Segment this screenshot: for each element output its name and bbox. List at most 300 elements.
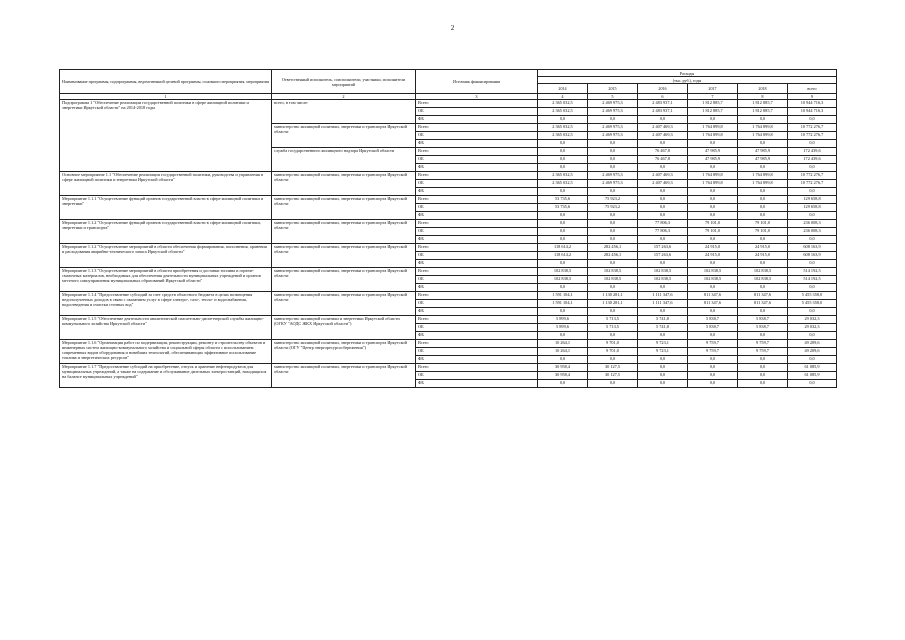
amount-cell: 0,0 xyxy=(538,220,588,228)
amount-cell: 0,0 xyxy=(538,332,588,340)
amount-cell: 0,0 xyxy=(538,356,588,364)
amount-cell: 102 838,5 xyxy=(688,276,738,284)
funding-source: ФБ xyxy=(416,212,538,220)
amount-cell: 129 658,8 xyxy=(788,204,837,212)
amount-cell: 5 455 358,0 xyxy=(788,300,837,308)
amount-cell: 0,0 xyxy=(688,284,738,292)
amount-cell: 9 701,0 xyxy=(588,348,638,356)
amount-cell: 514 192,5 xyxy=(788,268,837,276)
amount-cell: 811 347,6 xyxy=(738,300,788,308)
amount-cell: 0,0 xyxy=(638,260,688,268)
amount-cell: 0,0 xyxy=(638,332,688,340)
amount-cell: 0,0 xyxy=(788,116,837,124)
amount-cell: 0,0 xyxy=(588,212,638,220)
amount-cell: 76 467,8 xyxy=(638,148,688,156)
amount-cell: 47 985,9 xyxy=(738,148,788,156)
funding-source: ОБ xyxy=(416,228,538,236)
amount-cell: 24 915,0 xyxy=(738,252,788,260)
amount-cell: 1 764 899,8 xyxy=(688,172,738,180)
header-units: (тыс. руб.), годы xyxy=(538,77,837,84)
funding-source: ФБ xyxy=(416,140,538,148)
amount-cell: 47 985,9 xyxy=(688,156,738,164)
amount-cell: 172 439,6 xyxy=(788,148,837,156)
header-source: Источник финансирования xyxy=(416,70,538,94)
amount-cell: 24 915,0 xyxy=(738,244,788,252)
executor: всего, в том числе: xyxy=(272,100,416,124)
amount-cell: 0,0 xyxy=(538,284,588,292)
funding-source: ОБ xyxy=(416,204,538,212)
header-expenses: Расходы xyxy=(538,70,837,77)
table-row xyxy=(60,364,837,372)
page-number: 2 xyxy=(450,24,455,32)
amount-cell: 2 483 937,1 xyxy=(638,108,688,116)
amount-cell: 0,0 xyxy=(638,196,688,204)
amount-cell: 0,0 xyxy=(738,332,788,340)
executor: министерство жилищной политики, энергетики и транспорта Иркутской области xyxy=(272,220,416,244)
table-row xyxy=(60,244,837,252)
amount-cell: 10 772 276,7 xyxy=(788,180,837,188)
amount-cell: 2 365 032,5 xyxy=(538,100,588,108)
amount-cell: 0,0 xyxy=(738,308,788,316)
amount-cell: 5 899,6 xyxy=(538,316,588,324)
amount-cell: 0,0 xyxy=(788,332,837,340)
amount-cell: 0,0 xyxy=(688,380,738,388)
amount-cell: 102 838,5 xyxy=(638,276,688,284)
amount-cell: 0,0 xyxy=(538,116,588,124)
amount-cell: 0,0 xyxy=(588,260,638,268)
amount-cell: 2 469 975,3 xyxy=(588,100,638,108)
funding-source: ФБ xyxy=(416,164,538,172)
amount-cell: 236 008,3 xyxy=(788,228,837,236)
table-row xyxy=(60,316,837,324)
amount-cell: 0,0 xyxy=(538,228,588,236)
amount-cell: 2 483 937,1 xyxy=(638,100,688,108)
amount-cell: 0,0 xyxy=(638,204,688,212)
amount-cell: 0,0 xyxy=(588,188,638,196)
amount-cell: 1 764 899,8 xyxy=(738,180,788,188)
program-title: Подпрограмма 1 "Обеспечение реализации государственной политики в сфере жилищной политики и энергетики Иркутской области" на 2014-2018 годы xyxy=(60,100,272,172)
header-year: 2016 xyxy=(638,84,688,94)
column-index: 8 xyxy=(738,94,788,100)
amount-cell: 0,0 xyxy=(588,356,638,364)
funding-source: Всего xyxy=(416,292,538,300)
amount-cell: 0,0 xyxy=(638,212,688,220)
amount-cell: 0,0 xyxy=(738,284,788,292)
amount-cell: 5 741,8 xyxy=(638,316,688,324)
funding-source: ФБ xyxy=(416,308,538,316)
funding-source: ФБ xyxy=(416,188,538,196)
executor: министерство жилищной политики, энергетики и транспорта Иркутской области (ОГУ "Центр энергоресурсосбережения") xyxy=(272,340,416,364)
amount-cell: 1 591 104,1 xyxy=(538,292,588,300)
funding-source: Всего xyxy=(416,340,538,348)
amount-cell: 61 085,9 xyxy=(788,364,837,372)
amount-cell: 0,0 xyxy=(738,236,788,244)
funding-source: ОБ xyxy=(416,108,538,116)
executor: министерство жилищной политики, энергетики и транспорта Иркутской области xyxy=(272,292,416,316)
amount-cell: 75 923,2 xyxy=(588,204,638,212)
amount-cell: 0,0 xyxy=(538,148,588,156)
funding-source: Всего xyxy=(416,316,538,324)
amount-cell: 10 944 716,3 xyxy=(788,108,837,116)
amount-cell: 0,0 xyxy=(788,308,837,316)
amount-cell: 0,0 xyxy=(538,212,588,220)
amount-cell: 102 838,5 xyxy=(688,268,738,276)
executor: министерство жилищной политики, энергетики и транспорта Иркутской области xyxy=(272,244,416,268)
amount-cell: 0,0 xyxy=(588,164,638,172)
amount-cell: 0,0 xyxy=(588,332,638,340)
amount-cell: 0,0 xyxy=(588,380,638,388)
amount-cell: 30 958,4 xyxy=(538,364,588,372)
funding-source: Всего xyxy=(416,196,538,204)
amount-cell: 53 735,6 xyxy=(538,204,588,212)
amount-cell: 172 439,6 xyxy=(788,156,837,164)
amount-cell: 79 101,0 xyxy=(688,220,738,228)
header-executor: Ответственный исполнитель, соисполнители, участники, исполнители мероприятий xyxy=(272,70,416,94)
funding-source: ФБ xyxy=(416,380,538,388)
amount-cell: 102 838,5 xyxy=(538,276,588,284)
header-year: всего xyxy=(788,84,837,94)
amount-cell: 0,0 xyxy=(688,332,738,340)
amount-cell: 79 101,0 xyxy=(738,220,788,228)
funding-source: ФБ xyxy=(416,260,538,268)
amount-cell: 10 772 276,7 xyxy=(788,172,837,180)
amount-cell: 0,0 xyxy=(538,156,588,164)
table-row xyxy=(60,340,837,348)
amount-cell: 0,0 xyxy=(738,356,788,364)
amount-cell: 102 838,5 xyxy=(738,268,788,276)
amount-cell: 24 915,0 xyxy=(688,252,738,260)
amount-cell: 5 838,7 xyxy=(688,316,738,324)
amount-cell: 0,0 xyxy=(738,204,788,212)
amount-cell: 1 130 281,1 xyxy=(588,300,638,308)
amount-cell: 0,0 xyxy=(738,364,788,372)
amount-cell: 2 365 032,5 xyxy=(538,108,588,116)
amount-cell: 10 264,1 xyxy=(538,340,588,348)
amount-cell: 2 365 032,5 xyxy=(538,172,588,180)
amount-cell: 1 812 885,7 xyxy=(738,100,788,108)
amount-cell: 282 456,1 xyxy=(588,244,638,252)
amount-cell: 49 209,6 xyxy=(788,348,837,356)
amount-cell: 10 944 716,3 xyxy=(788,100,837,108)
amount-cell: 0,0 xyxy=(638,364,688,372)
executor: министерство жилищной политики, энергетики и транспорта Иркутской области xyxy=(272,268,416,292)
amount-cell: 79 101,0 xyxy=(738,228,788,236)
amount-cell: 0,0 xyxy=(788,380,837,388)
funding-source: Всего xyxy=(416,220,538,228)
amount-cell: 102 838,5 xyxy=(638,268,688,276)
amount-cell: 2 407 469,3 xyxy=(638,124,688,132)
amount-cell: 0,0 xyxy=(738,116,788,124)
amount-cell: 5 838,7 xyxy=(688,324,738,332)
amount-cell: 2 407 469,3 xyxy=(638,172,688,180)
executor: министерство жилищной политики, энергетики и транспорта Иркутской области xyxy=(272,196,416,220)
amount-cell: 5 455 358,0 xyxy=(788,292,837,300)
funding-source: ОБ xyxy=(416,372,538,380)
amount-cell: 10 772 276,7 xyxy=(788,132,837,140)
amount-cell: 811 347,6 xyxy=(688,292,738,300)
column-index: 4 xyxy=(538,94,588,100)
amount-cell: 0,0 xyxy=(688,308,738,316)
funding-source: Всего xyxy=(416,172,538,180)
amount-cell: 0,0 xyxy=(688,356,738,364)
amount-cell: 0,0 xyxy=(638,284,688,292)
funding-source: Всего xyxy=(416,244,538,252)
funding-source: ФБ xyxy=(416,332,538,340)
amount-cell: 0,0 xyxy=(588,140,638,148)
funding-source: Всего xyxy=(416,148,538,156)
amount-cell: 24 915,0 xyxy=(688,244,738,252)
amount-cell: 0,0 xyxy=(788,140,837,148)
amount-cell: 0,0 xyxy=(588,284,638,292)
amount-cell: 1 130 281,1 xyxy=(588,292,638,300)
amount-cell: 9 759,7 xyxy=(688,340,738,348)
amount-cell: 1 764 899,8 xyxy=(738,172,788,180)
funding-source: ФБ xyxy=(416,236,538,244)
funding-source: Всего xyxy=(416,364,538,372)
amount-cell: 1 764 899,8 xyxy=(688,180,738,188)
amount-cell: 5 713,5 xyxy=(588,316,638,324)
amount-cell: 5 838,7 xyxy=(738,316,788,324)
amount-cell: 514 192,5 xyxy=(788,276,837,284)
amount-cell: 0,0 xyxy=(638,140,688,148)
amount-cell: 0,0 xyxy=(538,308,588,316)
funding-source: ОБ xyxy=(416,132,538,140)
executor: министерство жилищной политики и энергетики Иркутской области (ОГКУ "АОДС ЖКХ Иркутской области") xyxy=(272,316,416,340)
executor: министерство жилищной политики, энергетики и транспорта Иркутской области xyxy=(272,172,416,196)
amount-cell: 0,0 xyxy=(688,204,738,212)
amount-cell: 5 713,5 xyxy=(588,324,638,332)
amount-cell: 0,0 xyxy=(788,356,837,364)
amount-cell: 1 764 899,8 xyxy=(738,124,788,132)
amount-cell: 0,0 xyxy=(588,156,638,164)
amount-cell: 30 958,4 xyxy=(538,372,588,380)
funding-source: ФБ xyxy=(416,284,538,292)
funding-source: ФБ xyxy=(416,356,538,364)
amount-cell: 76 467,8 xyxy=(638,156,688,164)
column-index: 5 xyxy=(588,94,638,100)
amount-cell: 30 127,5 xyxy=(588,372,638,380)
amount-cell: 2 469 975,3 xyxy=(588,124,638,132)
amount-cell: 9 759,7 xyxy=(688,348,738,356)
amount-cell: 2 469 975,3 xyxy=(588,132,638,140)
column-index: 7 xyxy=(688,94,738,100)
amount-cell: 282 456,1 xyxy=(588,252,638,260)
amount-cell: 0,0 xyxy=(738,260,788,268)
program-title: Мероприятие 1.1.2 "Осуществление функций органов государственной власти в сфере жилищной политики, энергетики и транспорта" xyxy=(60,220,272,244)
header-year: 2014 xyxy=(538,84,588,94)
funding-source: Всего xyxy=(416,268,538,276)
executor: министерство жилищной политики, энергетики и транспорта Иркутской области xyxy=(272,364,416,388)
amount-cell: 0,0 xyxy=(788,164,837,172)
amount-cell: 0,0 xyxy=(538,140,588,148)
amount-cell: 0,0 xyxy=(688,188,738,196)
funding-source: Всего xyxy=(416,124,538,132)
amount-cell: 53 735,6 xyxy=(538,196,588,204)
column-index: 6 xyxy=(638,94,688,100)
program-title: Мероприятие 1.1.2 "Осуществление мероприятий в области обеспечения формирования, пополнения, хранения и расходования аварийно-технического запаса Иркутской области" xyxy=(60,244,272,268)
amount-cell: 1 812 885,7 xyxy=(738,108,788,116)
header-year: 2015 xyxy=(588,84,638,94)
amount-cell: 5 899,6 xyxy=(538,324,588,332)
amount-cell: 77 806,3 xyxy=(638,220,688,228)
amount-cell: 0,0 xyxy=(738,140,788,148)
table-row xyxy=(60,172,837,180)
table-row xyxy=(60,220,837,228)
amount-cell: 9 723,1 xyxy=(638,340,688,348)
amount-cell: 47 985,9 xyxy=(688,148,738,156)
amount-cell: 0,0 xyxy=(738,164,788,172)
header-year: 2018 xyxy=(738,84,788,94)
funding-source: Всего xyxy=(416,100,538,108)
amount-cell: 9 759,7 xyxy=(738,340,788,348)
amount-cell: 0,0 xyxy=(688,212,738,220)
amount-cell: 129 658,8 xyxy=(788,196,837,204)
amount-cell: 10 264,1 xyxy=(538,348,588,356)
column-index: 2 xyxy=(272,94,416,100)
header-year: 2017 xyxy=(688,84,738,94)
column-index: 9 xyxy=(788,94,837,100)
amount-cell: 5 741,8 xyxy=(638,324,688,332)
amount-cell: 157 263,6 xyxy=(638,252,688,260)
amount-cell: 1 764 899,8 xyxy=(688,132,738,140)
amount-cell: 2 469 975,3 xyxy=(588,108,638,116)
amount-cell: 2 407 469,3 xyxy=(638,180,688,188)
funding-source: ОБ xyxy=(416,348,538,356)
amount-cell: 0,0 xyxy=(538,260,588,268)
amount-cell: 0,0 xyxy=(788,284,837,292)
amount-cell: 0,0 xyxy=(588,308,638,316)
table-row xyxy=(60,196,837,204)
amount-cell: 0,0 xyxy=(738,188,788,196)
amount-cell: 0,0 xyxy=(688,196,738,204)
amount-cell: 0,0 xyxy=(688,140,738,148)
program-title: Мероприятие 1.1.6 "Организация работ по модернизации, реконструкции, ремонту и строительству объектов и инженерных систем жилищно-коммунального хозяйства и социальной сферы области с использованием современных видов оборудования и новейших технологий, обеспечивающих эффективное использование топлива и энергетических ресурсов" xyxy=(60,340,272,364)
amount-cell: 0,0 xyxy=(788,188,837,196)
amount-cell: 0,0 xyxy=(588,148,638,156)
amount-cell: 2 365 032,5 xyxy=(538,124,588,132)
amount-cell: 61 085,9 xyxy=(788,372,837,380)
amount-cell: 10 772 276,7 xyxy=(788,124,837,132)
amount-cell: 0,0 xyxy=(788,236,837,244)
amount-cell: 9 759,7 xyxy=(738,348,788,356)
amount-cell: 0,0 xyxy=(638,236,688,244)
funding-source: ОБ xyxy=(416,324,538,332)
funding-source: ФБ xyxy=(416,116,538,124)
amount-cell: 1 111 347,6 xyxy=(638,300,688,308)
amount-cell: 0,0 xyxy=(638,308,688,316)
amount-cell: 5 838,7 xyxy=(738,324,788,332)
amount-cell: 47 985,9 xyxy=(738,156,788,164)
amount-cell: 2 407 469,3 xyxy=(638,132,688,140)
expenses-table xyxy=(59,69,837,388)
amount-cell: 0,0 xyxy=(688,116,738,124)
amount-cell: 102 838,5 xyxy=(538,268,588,276)
amount-cell: 0,0 xyxy=(688,364,738,372)
funding-source: ОБ xyxy=(416,180,538,188)
program-title: Мероприятие 1.1.5 "Обеспечение деятельности аналитической спасательно-диспетчерской службы жилищно-коммунального хозяйства Иркутской области" xyxy=(60,316,272,340)
column-index: 1 xyxy=(60,94,272,100)
amount-cell: 1 111 347,6 xyxy=(638,292,688,300)
amount-cell: 0,0 xyxy=(538,164,588,172)
program-title: Основное мероприятие 1.1 "Обеспечение реализации государственной политики, руководства и управления в сфере жилищной политики и энергетики Иркутской области" xyxy=(60,172,272,196)
amount-cell: 0,0 xyxy=(638,356,688,364)
program-title: Мероприятие 1.1.1 "Осуществление функций органов государственной власти в сфере жилищной политики и энергетики" xyxy=(60,196,272,220)
amount-cell: 118 614,2 xyxy=(538,244,588,252)
funding-source: ОБ xyxy=(416,252,538,260)
amount-cell: 49 209,6 xyxy=(788,340,837,348)
funding-source: ОБ xyxy=(416,300,538,308)
amount-cell: 77 806,3 xyxy=(638,228,688,236)
amount-cell: 118 614,2 xyxy=(538,252,588,260)
amount-cell: 811 347,6 xyxy=(688,300,738,308)
amount-cell: 0,0 xyxy=(738,372,788,380)
amount-cell: 0,0 xyxy=(688,372,738,380)
column-index: 3 xyxy=(416,94,538,100)
amount-cell: 1 812 885,7 xyxy=(688,100,738,108)
amount-cell: 0,0 xyxy=(638,164,688,172)
amount-cell: 2 469 975,3 xyxy=(588,172,638,180)
amount-cell: 1 764 899,8 xyxy=(688,124,738,132)
amount-cell: 1 764 899,8 xyxy=(738,132,788,140)
executor: служба государственного жилищного надзора Иркутской области xyxy=(272,148,416,172)
amount-cell: 0,0 xyxy=(538,380,588,388)
amount-cell: 79 101,0 xyxy=(688,228,738,236)
program-title: Мероприятие 1.1.4 "Предоставление субсидий за счет средств областного бюджета в целях возмещения недополученных доходов в связи с оказанием услуг в сфере электро-, газо-, тепло- и водоснабжения, водоотведения и очистки сточных вод" xyxy=(60,292,272,316)
amount-cell: 0,0 xyxy=(738,196,788,204)
amount-cell: 0,0 xyxy=(638,380,688,388)
amount-cell: 0,0 xyxy=(588,116,638,124)
amount-cell: 0,0 xyxy=(638,188,688,196)
amount-cell: 2 365 032,5 xyxy=(538,180,588,188)
amount-cell: 1 812 885,7 xyxy=(688,108,738,116)
amount-cell: 0,0 xyxy=(688,164,738,172)
amount-cell: 2 365 032,5 xyxy=(538,132,588,140)
amount-cell: 1 591 104,1 xyxy=(538,300,588,308)
amount-cell: 0,0 xyxy=(688,260,738,268)
amount-cell: 102 838,5 xyxy=(588,268,638,276)
table-row xyxy=(60,268,837,276)
table-row xyxy=(60,292,837,300)
amount-cell: 0,0 xyxy=(588,220,638,228)
amount-cell: 608 163,9 xyxy=(788,252,837,260)
amount-cell: 0,0 xyxy=(688,236,738,244)
funding-source: ОБ xyxy=(416,156,538,164)
amount-cell: 0,0 xyxy=(538,188,588,196)
amount-cell: 0,0 xyxy=(638,116,688,124)
amount-cell: 2 469 975,3 xyxy=(588,180,638,188)
amount-cell: 29 032,3 xyxy=(788,316,837,324)
amount-cell: 29 032,3 xyxy=(788,324,837,332)
amount-cell: 30 127,5 xyxy=(588,364,638,372)
amount-cell: 157 263,6 xyxy=(638,244,688,252)
amount-cell: 236 008,3 xyxy=(788,220,837,228)
amount-cell: 608 163,9 xyxy=(788,244,837,252)
executor: министерство жилищной политики, энергетики и транспорта Иркутской области xyxy=(272,124,416,148)
program-title: Мероприятие 1.1.7 "Предоставление субсидий на приобретение, отпуск и хранение нефтепродуктов для муниципальных учреждений, а также на содержание и обслуживание дизельных электростанций, находящихся на балансе муниципальных учреждений" xyxy=(60,364,272,388)
amount-cell: 0,0 xyxy=(738,212,788,220)
amount-cell: 0,0 xyxy=(588,236,638,244)
funding-source: ОБ xyxy=(416,276,538,284)
amount-cell: 9 723,1 xyxy=(638,348,688,356)
amount-cell: 0,0 xyxy=(788,260,837,268)
amount-cell: 0,0 xyxy=(738,380,788,388)
amount-cell: 75 923,2 xyxy=(588,196,638,204)
amount-cell: 0,0 xyxy=(538,236,588,244)
amount-cell: 811 347,6 xyxy=(738,292,788,300)
program-title: Мероприятие 1.1.3 "Осуществление мероприятий в области приобретения и доставки топлива и горюче-смазочных материалов, необходимых для обеспечения деятельности муниципальных учреждений и органов местного самоуправления муниципальных образований Иркутской области" xyxy=(60,268,272,292)
amount-cell: 9 701,0 xyxy=(588,340,638,348)
amount-cell: 0,0 xyxy=(638,372,688,380)
